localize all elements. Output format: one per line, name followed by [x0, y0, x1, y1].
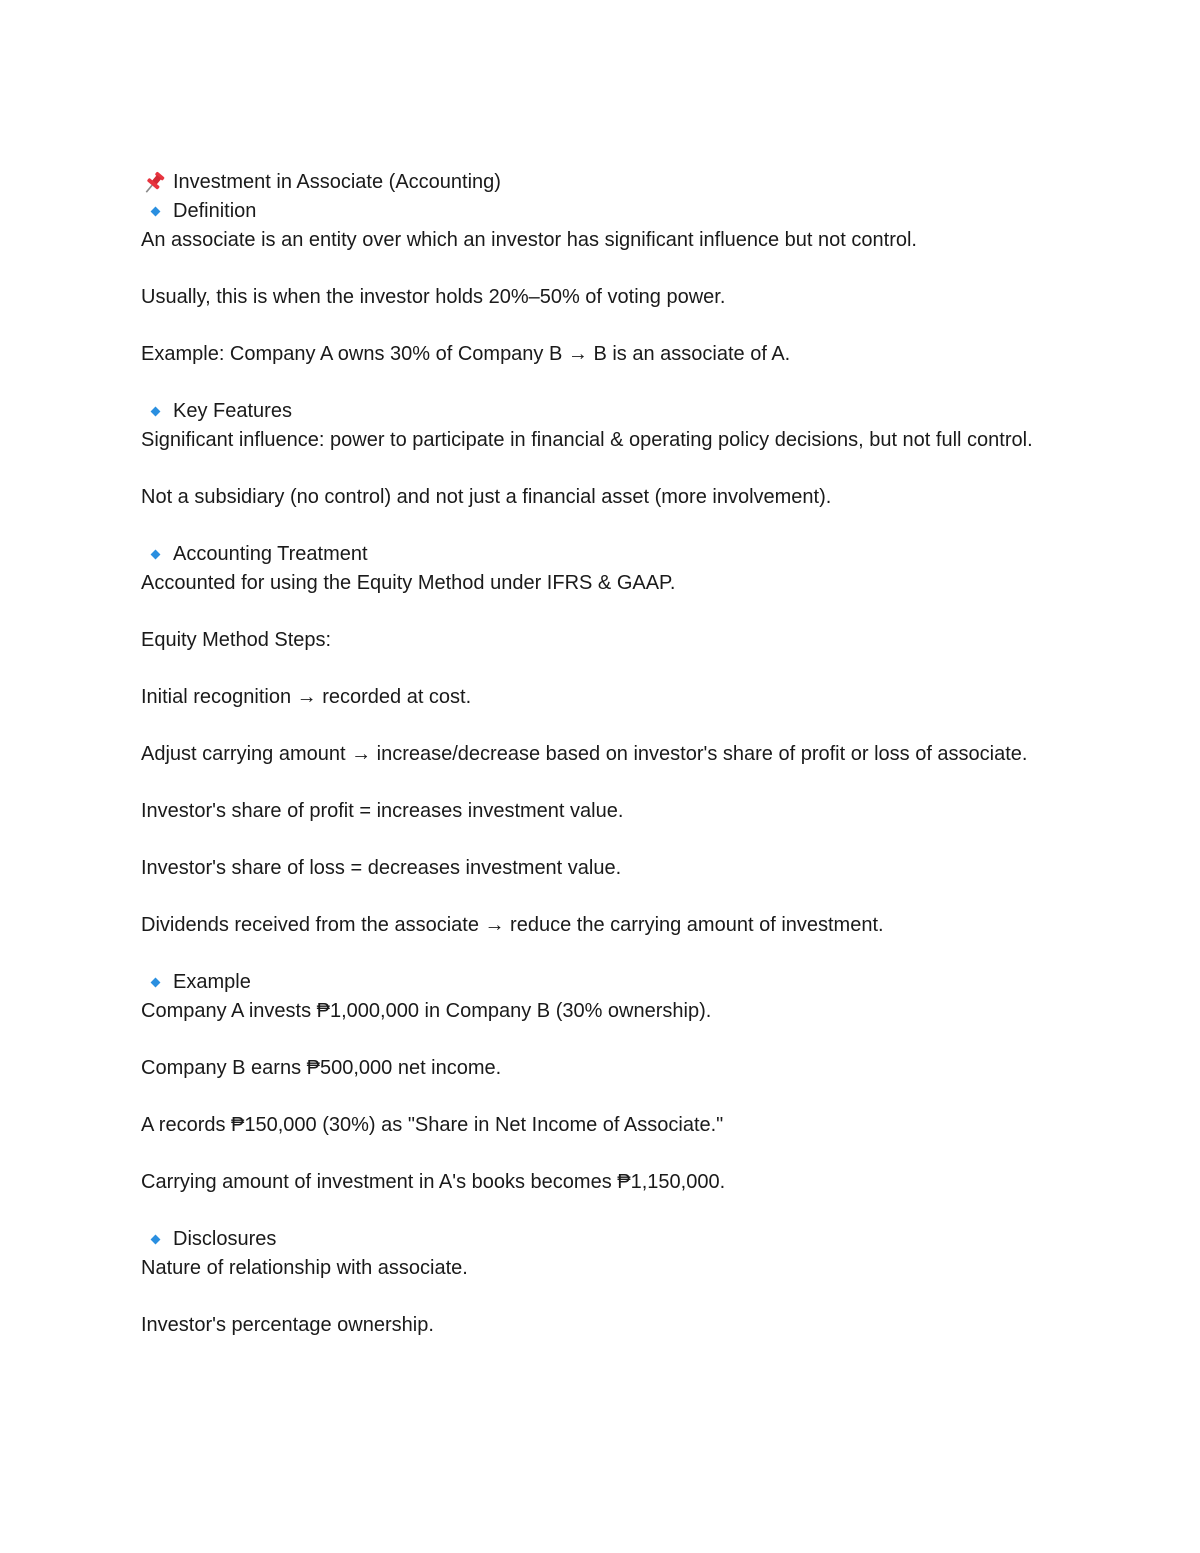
paragraph: Dividends received from the associate → reduce the carrying amount of investment.: [141, 914, 884, 936]
paragraph: An associate is an entity over which an investor has significant influence but not control.: [141, 229, 917, 251]
paragraph: Investor's share of loss = decreases investment value.: [141, 857, 622, 879]
section-heading-label: Disclosures: [173, 1228, 277, 1250]
section-heading-definition: [141, 197, 1041, 226]
paragraph: Adjust carrying amount → increase/decrease based on investor's share of profit or loss of associate.: [141, 743, 1028, 765]
paragraph: Equity Method Steps:: [141, 629, 332, 651]
section-heading-accounting-treatment: [141, 540, 1041, 569]
paragraph: Not a subsidiary (no control) and not just a financial asset (more involvement).: [141, 486, 832, 508]
section-heading-label: Key Features: [173, 400, 292, 422]
section-heading-label: Accounting Treatment: [173, 543, 368, 565]
paragraph: Accounted for using the Equity Method under IFRS & GAAP.: [141, 572, 676, 594]
paragraph: Investor's percentage ownership.: [141, 1314, 434, 1336]
paragraph: Company A invests ₱1,000,000 in Company B (30% ownership).: [141, 1000, 712, 1022]
paragraph: Carrying amount of investment in A's books becomes ₱1,150,000.: [141, 1171, 726, 1193]
section-heading-label: Definition: [173, 200, 257, 222]
blue-diamond-icon: [141, 397, 173, 426]
blue-diamond-icon: [141, 197, 173, 226]
paragraph: Example: Company A owns 30% of Company B → B is an associate of A.: [141, 343, 791, 365]
blue-diamond-icon: [141, 1225, 173, 1254]
document-title-row: [141, 168, 1041, 197]
paragraph: Usually, this is when the investor holds 20%–50% of voting power.: [141, 286, 726, 308]
section-heading-label: Example: [173, 971, 251, 993]
section-heading-disclosures: [141, 1225, 1041, 1254]
paragraph: Significant influence: power to participate in financial & operating policy decisions, but not full control.: [141, 429, 1033, 451]
section-heading-example: [141, 968, 1041, 997]
blue-diamond-icon: [141, 540, 173, 569]
pushpin-icon: [141, 168, 173, 197]
blue-diamond-icon: [141, 968, 173, 997]
section-heading-key-features: [141, 397, 1041, 426]
paragraph: Initial recognition → recorded at cost.: [141, 686, 472, 708]
paragraph: Investor's share of profit = increases investment value.: [141, 800, 624, 822]
document-title: Investment in Associate (Accounting): [173, 171, 501, 193]
document-page: [141, 168, 1041, 1340]
paragraph: A records ₱150,000 (30%) as "Share in Net Income of Associate.": [141, 1114, 724, 1136]
paragraph: Nature of relationship with associate.: [141, 1257, 468, 1279]
paragraph: Company B earns ₱500,000 net income.: [141, 1057, 502, 1079]
